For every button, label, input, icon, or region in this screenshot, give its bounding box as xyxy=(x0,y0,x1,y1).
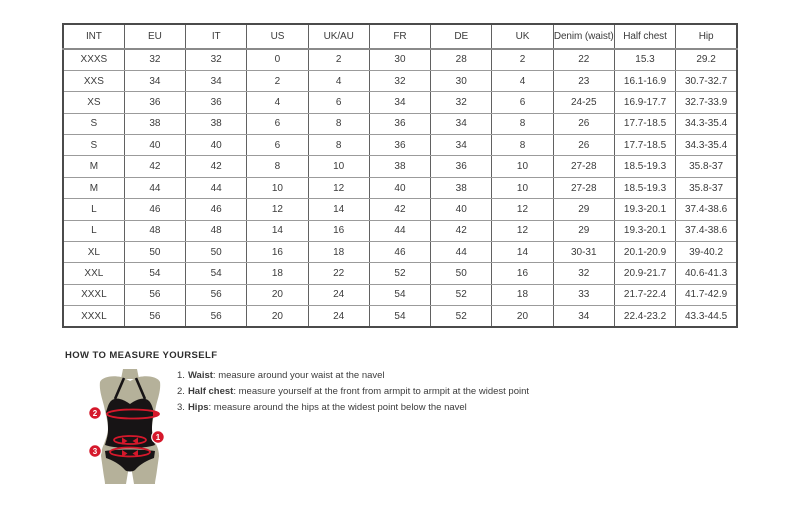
table-cell: 54 xyxy=(369,306,430,327)
table-cell: 4 xyxy=(492,70,553,91)
table-cell: 6 xyxy=(308,92,369,113)
table-cell: M xyxy=(63,177,124,198)
column-header: US xyxy=(247,24,308,49)
table-cell: XXXL xyxy=(63,284,124,305)
table-cell: 18.5-19.3 xyxy=(614,156,675,177)
table-cell: 46 xyxy=(186,199,247,220)
table-cell: 43.3-44.5 xyxy=(676,306,737,327)
table-cell: M xyxy=(63,156,124,177)
badge-number: 1 xyxy=(155,433,161,442)
table-cell: 42 xyxy=(431,220,492,241)
table-cell: 42 xyxy=(124,156,185,177)
table-cell: 12 xyxy=(492,199,553,220)
table-cell: 30.7-32.7 xyxy=(676,70,737,91)
measure-step-half-chest xyxy=(177,387,529,397)
table-cell: 27-28 xyxy=(553,177,614,198)
table-cell: 16 xyxy=(247,242,308,263)
step-number: 2. xyxy=(177,386,185,397)
table-cell: 4 xyxy=(247,92,308,113)
measure-step-hips xyxy=(177,403,529,413)
table-cell: 46 xyxy=(124,199,185,220)
table-cell: 17.7-18.5 xyxy=(614,135,675,156)
column-header: INT xyxy=(63,24,124,49)
table-cell: 40 xyxy=(124,135,185,156)
table-cell: 10 xyxy=(492,177,553,198)
size-chart-table xyxy=(62,23,738,328)
table-cell: 52 xyxy=(369,263,430,284)
table-cell: 44 xyxy=(124,177,185,198)
table-cell: 50 xyxy=(431,263,492,284)
table-row xyxy=(63,306,737,327)
table-cell: 46 xyxy=(369,242,430,263)
table-cell: 16 xyxy=(308,220,369,241)
table-cell: 20.9-21.7 xyxy=(614,263,675,284)
table-row xyxy=(63,135,737,156)
table-cell: 4 xyxy=(308,70,369,91)
table-cell: 14 xyxy=(247,220,308,241)
table-cell: 14 xyxy=(308,199,369,220)
table-cell: 10 xyxy=(308,156,369,177)
table-cell: 24 xyxy=(308,306,369,327)
table-row xyxy=(63,49,737,70)
step-text: : measure around the hips at the widest point below the navel xyxy=(208,402,467,413)
column-header: Hip xyxy=(676,24,737,49)
column-header: UK/AU xyxy=(308,24,369,49)
table-cell: 38 xyxy=(186,113,247,134)
table-cell: 10 xyxy=(247,177,308,198)
table-cell: 20 xyxy=(247,306,308,327)
column-header: Denim (waist) xyxy=(553,24,614,49)
table-cell: S xyxy=(63,135,124,156)
column-header: EU xyxy=(124,24,185,49)
badge-number: 3 xyxy=(92,447,98,456)
table-cell: 39-40.2 xyxy=(676,242,737,263)
table-cell: 24-25 xyxy=(553,92,614,113)
table-cell: 38 xyxy=(124,113,185,134)
table-cell: 8 xyxy=(308,135,369,156)
column-header: UK xyxy=(492,24,553,49)
table-cell: 6 xyxy=(247,135,308,156)
table-cell: 34 xyxy=(186,70,247,91)
measure-step-waist xyxy=(177,371,529,381)
table-cell: 12 xyxy=(247,199,308,220)
table-cell: 29.2 xyxy=(676,49,737,70)
mannequin-illustration-icon xyxy=(84,368,172,488)
table-cell: 6 xyxy=(492,92,553,113)
table-cell: 40 xyxy=(186,135,247,156)
table-row xyxy=(63,284,737,305)
table-cell: 8 xyxy=(492,135,553,156)
table-cell: 23 xyxy=(553,70,614,91)
table-cell: 8 xyxy=(492,113,553,134)
table-row xyxy=(63,242,737,263)
table-cell: 34 xyxy=(431,135,492,156)
table-cell: 20 xyxy=(247,284,308,305)
table-cell: 38 xyxy=(431,177,492,198)
table-row xyxy=(63,156,737,177)
table-cell: 29 xyxy=(553,199,614,220)
table-cell: 34 xyxy=(431,113,492,134)
table-cell: 54 xyxy=(369,284,430,305)
step-text: : measure around your waist at the navel xyxy=(212,370,385,381)
table-cell: 16.1-16.9 xyxy=(614,70,675,91)
table-cell: 50 xyxy=(124,242,185,263)
table-cell: XL xyxy=(63,242,124,263)
table-cell: 16 xyxy=(492,263,553,284)
table-cell: 30 xyxy=(431,70,492,91)
step-label: Waist xyxy=(187,370,213,381)
table-header xyxy=(63,24,737,49)
table-cell: XXS xyxy=(63,70,124,91)
table-cell: 36 xyxy=(186,92,247,113)
table-cell: 30 xyxy=(369,49,430,70)
table-row xyxy=(63,177,737,198)
table-cell: 29 xyxy=(553,220,614,241)
table-cell: XXL xyxy=(63,263,124,284)
table-cell: 41.7-42.9 xyxy=(676,284,737,305)
table-cell: 18 xyxy=(308,242,369,263)
table-cell: 36 xyxy=(369,113,430,134)
column-header: FR xyxy=(369,24,430,49)
table-cell: 16.9-17.7 xyxy=(614,92,675,113)
badge-waist xyxy=(152,431,165,444)
table-cell: 22 xyxy=(553,49,614,70)
table-cell: 12 xyxy=(492,220,553,241)
table-cell: 56 xyxy=(186,284,247,305)
table-cell: 32.7-33.9 xyxy=(676,92,737,113)
table-cell: L xyxy=(63,220,124,241)
step-number: 1. xyxy=(177,370,185,381)
table-cell: 30-31 xyxy=(553,242,614,263)
table-cell: 34 xyxy=(553,306,614,327)
table-cell: XXXS xyxy=(63,49,124,70)
table-cell: 6 xyxy=(247,113,308,134)
table-cell: 42 xyxy=(369,199,430,220)
measurement-figure xyxy=(84,368,172,488)
step-label: Hips xyxy=(187,402,209,413)
table-cell: XS xyxy=(63,92,124,113)
table-cell: 15.3 xyxy=(614,49,675,70)
table-cell: 33 xyxy=(553,284,614,305)
step-number: 3. xyxy=(177,402,185,413)
table-body xyxy=(63,49,737,327)
table-cell: 22.4-23.2 xyxy=(614,306,675,327)
table-cell: 18 xyxy=(247,263,308,284)
table-cell: 2 xyxy=(247,70,308,91)
table-cell: 14 xyxy=(492,242,553,263)
table-cell: 44 xyxy=(431,242,492,263)
table-cell: 34.3-35.4 xyxy=(676,135,737,156)
table-row xyxy=(63,92,737,113)
table-cell: 36 xyxy=(124,92,185,113)
table-cell: 12 xyxy=(308,177,369,198)
table-cell: 40 xyxy=(431,199,492,220)
table-cell: 34.3-35.4 xyxy=(676,113,737,134)
step-text: : measure yourself at the front from armpit to armpit at the widest point xyxy=(233,386,530,397)
table-cell: 37.4-38.6 xyxy=(676,199,737,220)
table-cell: 0 xyxy=(247,49,308,70)
table-cell: 44 xyxy=(369,220,430,241)
measure-steps xyxy=(177,371,529,419)
table-cell: 8 xyxy=(308,113,369,134)
column-header: Half chest xyxy=(614,24,675,49)
step-label: Half chest xyxy=(187,386,234,397)
table-cell: 17.7-18.5 xyxy=(614,113,675,134)
table-cell: 8 xyxy=(247,156,308,177)
table-cell: L xyxy=(63,199,124,220)
table-cell: 32 xyxy=(124,49,185,70)
table-cell: 27-28 xyxy=(553,156,614,177)
table-cell: 26 xyxy=(553,135,614,156)
badge-number: 2 xyxy=(92,409,98,418)
table-cell: 40 xyxy=(369,177,430,198)
table-cell: 52 xyxy=(431,306,492,327)
table-cell: 34 xyxy=(124,70,185,91)
table-row xyxy=(63,70,737,91)
table-cell: 32 xyxy=(369,70,430,91)
table-cell: 48 xyxy=(124,220,185,241)
table-cell: 54 xyxy=(124,263,185,284)
table-cell: 28 xyxy=(431,49,492,70)
table-cell: 32 xyxy=(186,49,247,70)
table-cell: 44 xyxy=(186,177,247,198)
table-cell: 19.3-20.1 xyxy=(614,220,675,241)
table-header-row xyxy=(63,24,737,49)
badge-half-chest xyxy=(89,407,102,420)
table-cell: 36 xyxy=(431,156,492,177)
table-cell: 18 xyxy=(492,284,553,305)
table-cell: 48 xyxy=(186,220,247,241)
table-cell: 35.8-37 xyxy=(676,177,737,198)
table-cell: 20 xyxy=(492,306,553,327)
table-row xyxy=(63,263,737,284)
how-to-measure-title: HOW TO MEASURE YOURSELF xyxy=(65,350,218,361)
table-cell: 50 xyxy=(186,242,247,263)
table-cell: XXXL xyxy=(63,306,124,327)
table-cell: 52 xyxy=(431,284,492,305)
table-cell: 20.1-20.9 xyxy=(614,242,675,263)
table-cell: 32 xyxy=(431,92,492,113)
table-cell: 10 xyxy=(492,156,553,177)
table-cell: 42 xyxy=(186,156,247,177)
table-cell: 22 xyxy=(308,263,369,284)
table-row xyxy=(63,113,737,134)
table-cell: S xyxy=(63,113,124,134)
table-cell: 56 xyxy=(124,306,185,327)
table-cell: 26 xyxy=(553,113,614,134)
column-header: IT xyxy=(186,24,247,49)
table-cell: 40.6-41.3 xyxy=(676,263,737,284)
column-header: DE xyxy=(431,24,492,49)
table-cell: 18.5-19.3 xyxy=(614,177,675,198)
table-cell: 36 xyxy=(369,135,430,156)
badge-hips xyxy=(89,445,102,458)
table-cell: 38 xyxy=(369,156,430,177)
table-cell: 21.7-22.4 xyxy=(614,284,675,305)
table-cell: 24 xyxy=(308,284,369,305)
table-cell: 2 xyxy=(492,49,553,70)
table-row xyxy=(63,220,737,241)
table-cell: 34 xyxy=(369,92,430,113)
table-cell: 54 xyxy=(186,263,247,284)
table-row xyxy=(63,199,737,220)
table-cell: 19.3-20.1 xyxy=(614,199,675,220)
table-cell: 56 xyxy=(186,306,247,327)
table-cell: 37.4-38.6 xyxy=(676,220,737,241)
table-cell: 35.8-37 xyxy=(676,156,737,177)
table-cell: 32 xyxy=(553,263,614,284)
table-cell: 2 xyxy=(308,49,369,70)
table-cell: 56 xyxy=(124,284,185,305)
